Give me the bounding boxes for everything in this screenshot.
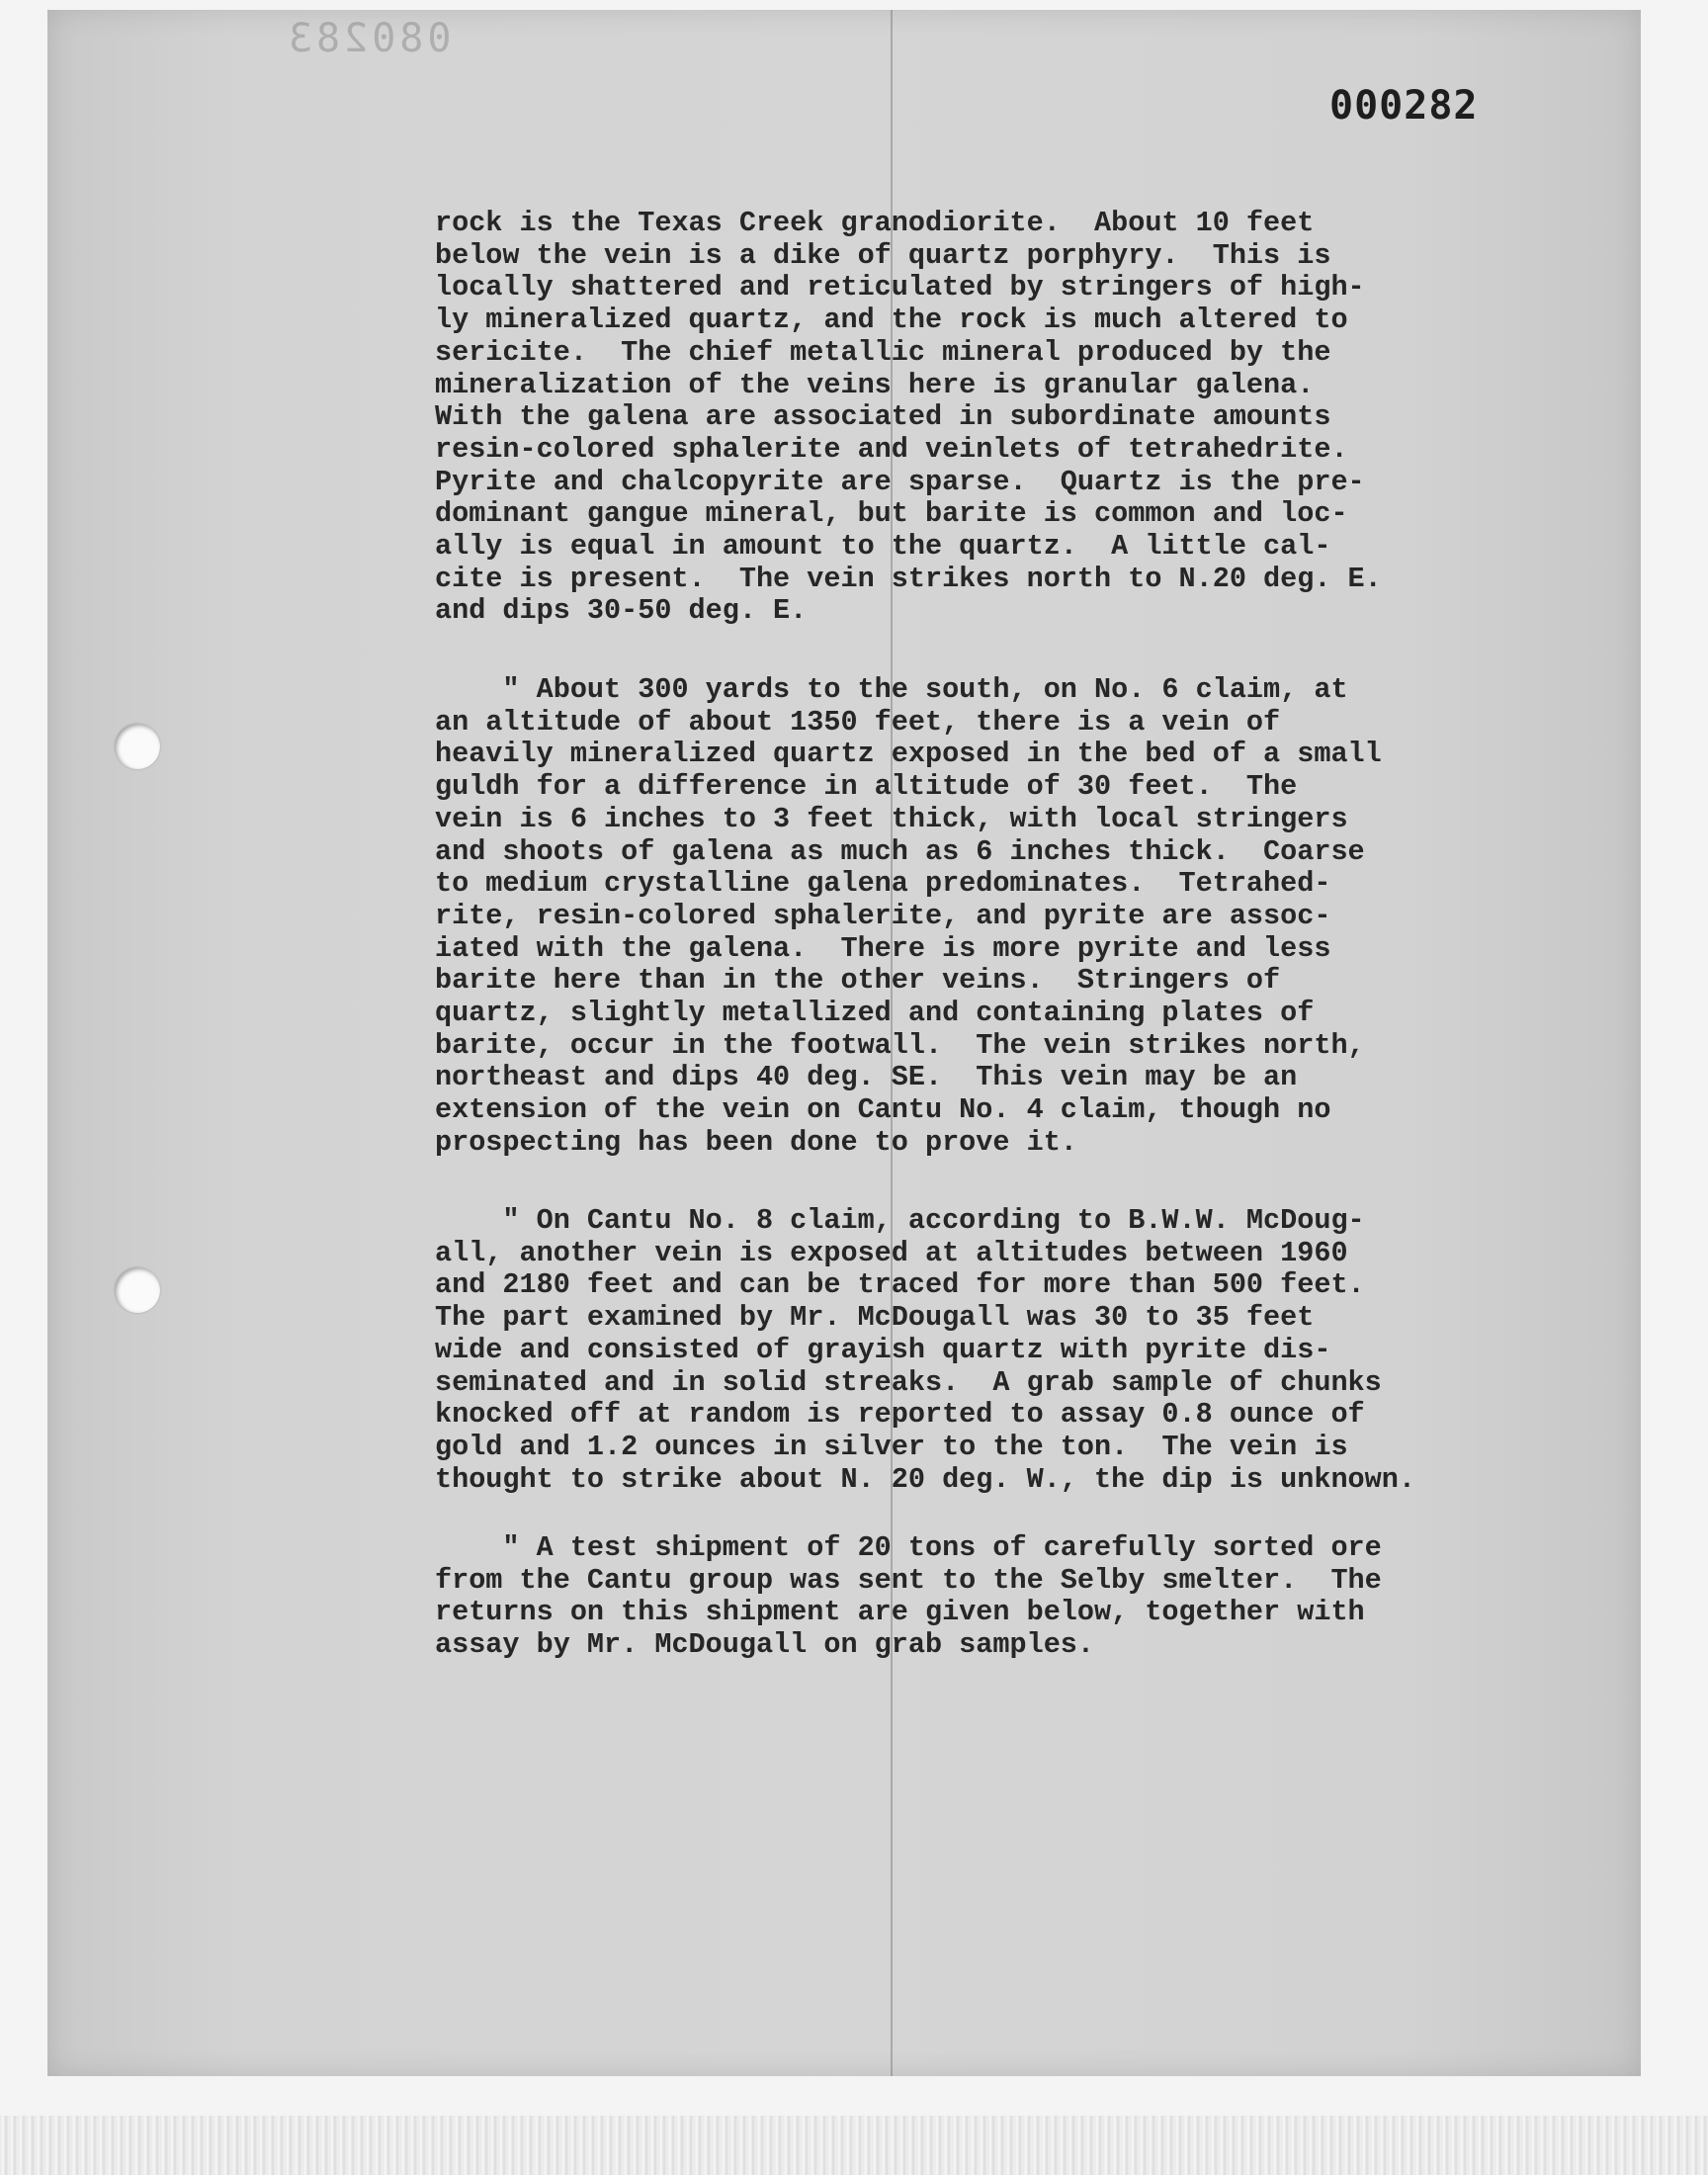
text-line: " A test shipment of 20 tons of carefully sorted ore: [435, 1531, 1382, 1564]
text-line: rock is the Texas Creek granodiorite. About 10 feet: [435, 207, 1315, 239]
text-line: knocked off at random is reported to assay 0.8 ounce of: [435, 1398, 1365, 1432]
text-line: ally is equal in amount to the quartz. A little cal-: [435, 530, 1331, 564]
text-line: to medium crystalline galena predominates. Tetrahed-: [435, 867, 1331, 901]
punch-hole: [115, 1267, 160, 1313]
text-line: an altitude of about 1350 feet, there is a vein of: [435, 705, 1281, 739]
text-line: wide and consisted of grayish quartz with pyrite dis-: [435, 1333, 1331, 1366]
text-line: and 2180 feet and can be traced for more than 500 feet.: [435, 1268, 1365, 1302]
paragraph-3: [435, 1205, 1483, 1496]
text-line: The part examined by Mr. McDougall was 30 to 35 feet: [435, 1301, 1315, 1335]
paragraph-2: [435, 674, 1483, 1160]
text-line: all, another vein is exposed at altitudes between 1960: [435, 1236, 1348, 1269]
text-line: northeast and dips 40 deg. SE. This vein may be an: [435, 1061, 1298, 1094]
text-line: locally shattered and reticulated by stringers of high-: [435, 271, 1365, 304]
text-line: gold and 1.2 ounces in silver to the ton. The vein is: [435, 1430, 1348, 1463]
text-line: thought to strike about N. 20 deg. W., the dip is unknown.: [435, 1462, 1415, 1496]
text-line: heavily mineralized quartz exposed in the bed of a small: [435, 738, 1382, 771]
text-line: Pyrite and chalcopyrite are sparse. Quartz is the pre-: [435, 465, 1365, 498]
text-line: mineralization of the veins here is granular galena.: [435, 368, 1315, 401]
text-line: With the galena are associated in subordinate amounts: [435, 400, 1331, 434]
text-line: dominant gangue mineral, but barite is common and loc-: [435, 497, 1348, 531]
text-line: extension of the vein on Cantu No. 4 claim, though no: [435, 1093, 1331, 1127]
text-line: resin-colored sphalerite and veinlets of tetrahedrite.: [435, 432, 1348, 466]
text-line: ly mineralized quartz, and the rock is much altered to: [435, 304, 1348, 337]
text-line: barite here than in the other veins. Stringers of: [435, 964, 1281, 998]
document-page: [47, 10, 1641, 2076]
page-number-stamp: 000282: [1329, 83, 1479, 129]
text-line: and dips 30-50 deg. E.: [435, 594, 808, 628]
text-line: assay by Mr. McDougall on grab samples.: [435, 1628, 1095, 1662]
text-line: cite is present. The vein strikes north to N.20 deg. E.: [435, 562, 1382, 595]
text-line: sericite. The chief metallic mineral produced by the: [435, 335, 1331, 369]
text-line: iated with the galena. There is more pyrite and less: [435, 931, 1331, 965]
paragraph-4: [435, 1532, 1483, 1662]
text-line: " On Cantu No. 8 claim, according to B.W.W. McDoug-: [435, 1204, 1365, 1237]
text-line: and shoots of galena as much as 6 inches thick. Coarse: [435, 834, 1365, 868]
punch-hole: [115, 724, 160, 769]
text-line: prospecting has been done to prove it.: [435, 1125, 1077, 1159]
text-line: guldh for a difference in altitude of 30 feet. The: [435, 770, 1298, 804]
text-line: quartz, slightly metallized and containing plates of: [435, 997, 1315, 1030]
text-line: from the Cantu group was sent to the Selby smelter. The: [435, 1563, 1382, 1597]
text-line: returns on this shipment are given below, together with: [435, 1596, 1365, 1629]
text-line: rite, resin-colored sphalerite, and pyrite are assoc-: [435, 899, 1331, 932]
text-line: seminated and in solid streaks. A grab sample of chunks: [435, 1365, 1382, 1399]
text-line: barite, occur in the footwall. The vein strikes north,: [435, 1028, 1365, 1062]
text-line: " About 300 yards to the south, on No. 6 claim, at: [435, 673, 1348, 706]
scan-edge-strip: [0, 2116, 1708, 2175]
text-line: below the vein is a dike of quartz porphyry. This is: [435, 238, 1331, 272]
text-line: vein is 6 inches to 3 feet thick, with local stringers: [435, 802, 1348, 835]
paragraph-1: [435, 208, 1483, 628]
bleed-through-page-number: 080283: [285, 16, 452, 61]
